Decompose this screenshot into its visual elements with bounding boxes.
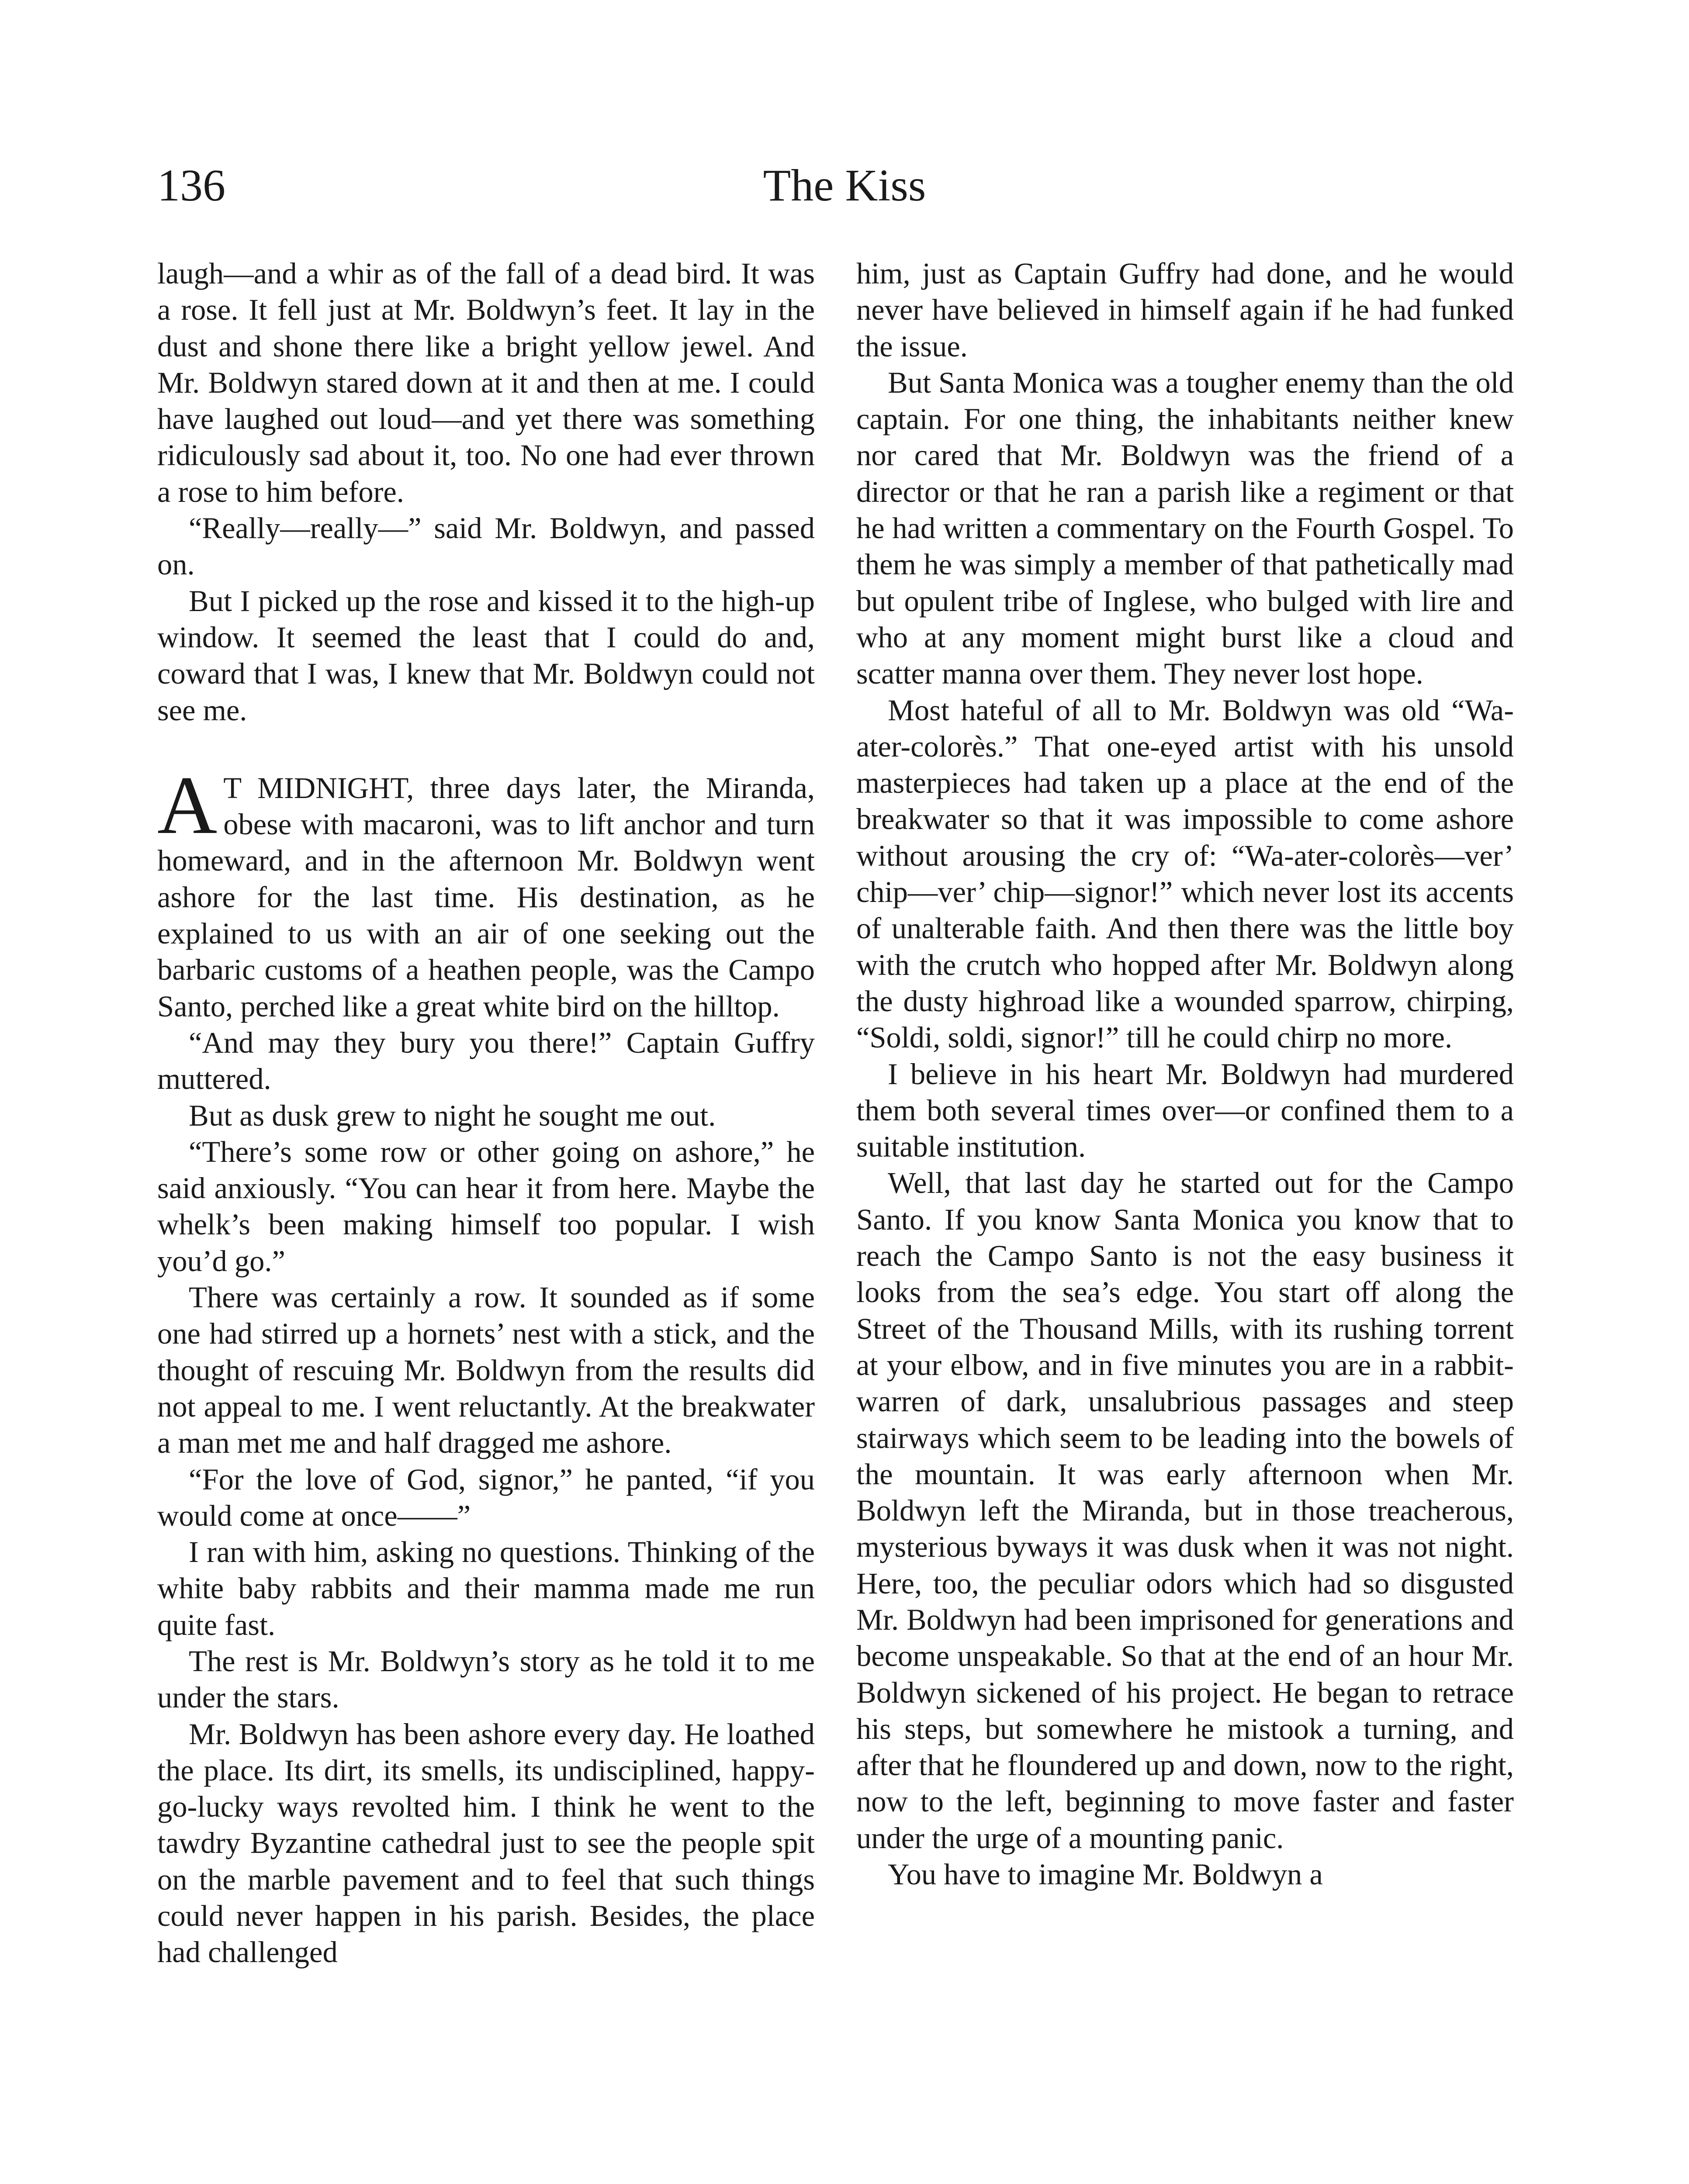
paragraph: I believe in his heart Mr. Boldwyn had murdered them both several times over—or confined them to a suitable institution. [856, 1057, 1514, 1164]
paragraph: “Really—really—” said Mr. Boldwyn, and passed on. [157, 511, 815, 581]
page-header [0, 157, 1689, 218]
lead-small-caps: T MIDNIGHT, [223, 771, 414, 805]
paragraph: him, just as Captain Guffry had done, and he would never have believed in himself again if he had funked the issue. [856, 257, 1514, 363]
paragraph: “And may they bury you there!” Captain Guffry muttered. [157, 1026, 815, 1096]
paragraph: There was certainly a row. It sounded as if some one had stirred up a hornets’ nest with a stick, and the thought of rescuing Mr. Boldwyn from the results did not appeal to me. I went reluctantly. At the breakwater a man met me and half dragged me ashore. [157, 1281, 815, 1460]
paragraph: But I picked up the rose and kissed it to the high-up window. It seemed the least that I could do and, coward that I was, I knew that Mr. Boldwyn could not see me. [157, 584, 815, 727]
lead-text: three days later, the Miranda, obese with macaroni, was to lift anchor and turn homeward, and in the afternoon Mr. Boldwyn went ashore for the last time. His destination, as he explained to us with an air of one seeking out the barbaric customs of a heathen people, was the Campo Santo, perched like a great white bird on the hilltop. [157, 771, 815, 1023]
paragraph: Well, that last day he started out for the Campo Santo. If you know Santa Monica you know that to reach the Campo Santo is not the easy business it looks from the sea’s edge. You start off along the Street of the Thousand Mills, with its rushing torrent at your elbow, and in five minutes you are in a rabbit-warren of dark, unsalubrious passages and steep stairways which seem to be leading into the bowels of the mountain. It was early afternoon when Mr. Boldwyn left the Miranda, but in those treacherous, mysterious byways it was dusk when it was not night. Here, too, the peculiar odors which had so disgusted Mr. Boldwyn had been imprisoned for generations and become unspeakable. So that at the end of an hour Mr. Boldwyn sickened of his project. He began to retrace his steps, but somewhere he mistook a turning, and after that he floundered up and down, now to the right, now to the left, beginning to move faster and faster under the urge of a mounting panic. [856, 1166, 1514, 1855]
paragraph: laugh—and a whir as of the fall of a dead bird. It was a rose. It fell just at Mr. Boldwyn’s feet. It lay in the dust and shone there like a bright yellow jewel. And Mr. Boldwyn stared down at it and then at me. I could have laughed out loud—and yet there was something ridiculously sad about it, too. No one had ever thrown a rose to him before. [157, 257, 815, 508]
paragraph: But as dusk grew to night he sought me out. [189, 1099, 716, 1132]
paragraph: “There’s some row or other going on ashore,” he said anxiously. “You can hear it from here. Maybe the whelk’s been making himself too popular. I wish you’d go.” [157, 1135, 815, 1278]
paragraph: But Santa Monica was a tougher enemy than the old captain. For one thing, the inhabitants neither knew nor cared that Mr. Boldwyn was the friend of a director or that he ran a parish like a regiment or that he had written a commentary on the Fourth Gospel. To them he was simply a member of that pathetically mad but opulent tribe of Inglese, who bulged with lire and who at any moment might burst like a cloud and scatter manna over them. They never lost hope. [856, 366, 1514, 691]
section-opening-paragraph [157, 759, 815, 1025]
paragraph: “For the love of God, signor,” he panted, “if you would come at once——” [157, 1462, 815, 1532]
drop-cap: A [157, 759, 218, 851]
page-number: 136 [157, 160, 225, 211]
paragraph: Mr. Boldwyn has been ashore every day. He loathed the place. Its dirt, its smells, its undisciplined, happy-go-lucky ways revolted him. I think he went to the tawdry Byzantine cathedral just to see the people spit on the marble pavement and to feel that such things could never happen in his parish. Besides, the place had challenged [157, 1717, 815, 1969]
paragraph: I ran with him, asking no questions. Thinking of the white baby rabbits and their mamma made me run quite fast. [157, 1535, 815, 1641]
paragraph: The rest is Mr. Boldwyn’s story as he told it to me under the stars. [157, 1644, 815, 1714]
left-column [157, 256, 815, 1971]
running-title: The Kiss [763, 160, 926, 211]
paragraph: You have to imagine Mr. Boldwyn a [888, 1858, 1323, 1891]
paragraph: Most hateful of all to Mr. Boldwyn was old “Wa-ater-colorès.” That one-eyed artist with his unsold masterpieces had taken up a place at the end of the breakwater so that it was impossible to come ashore without arousing the cry of: “Wa-ater-colorès—ver’ chip—ver’ chip—signor!” which never lost its accents of unalterable faith. And then there was the little boy with the crutch who hopped after Mr. Boldwyn along the dusty highroad like a wounded sparrow, chirping, “Soldi, soldi, signor!” till he could chirp no more. [856, 693, 1514, 1054]
right-column [856, 256, 1514, 1893]
